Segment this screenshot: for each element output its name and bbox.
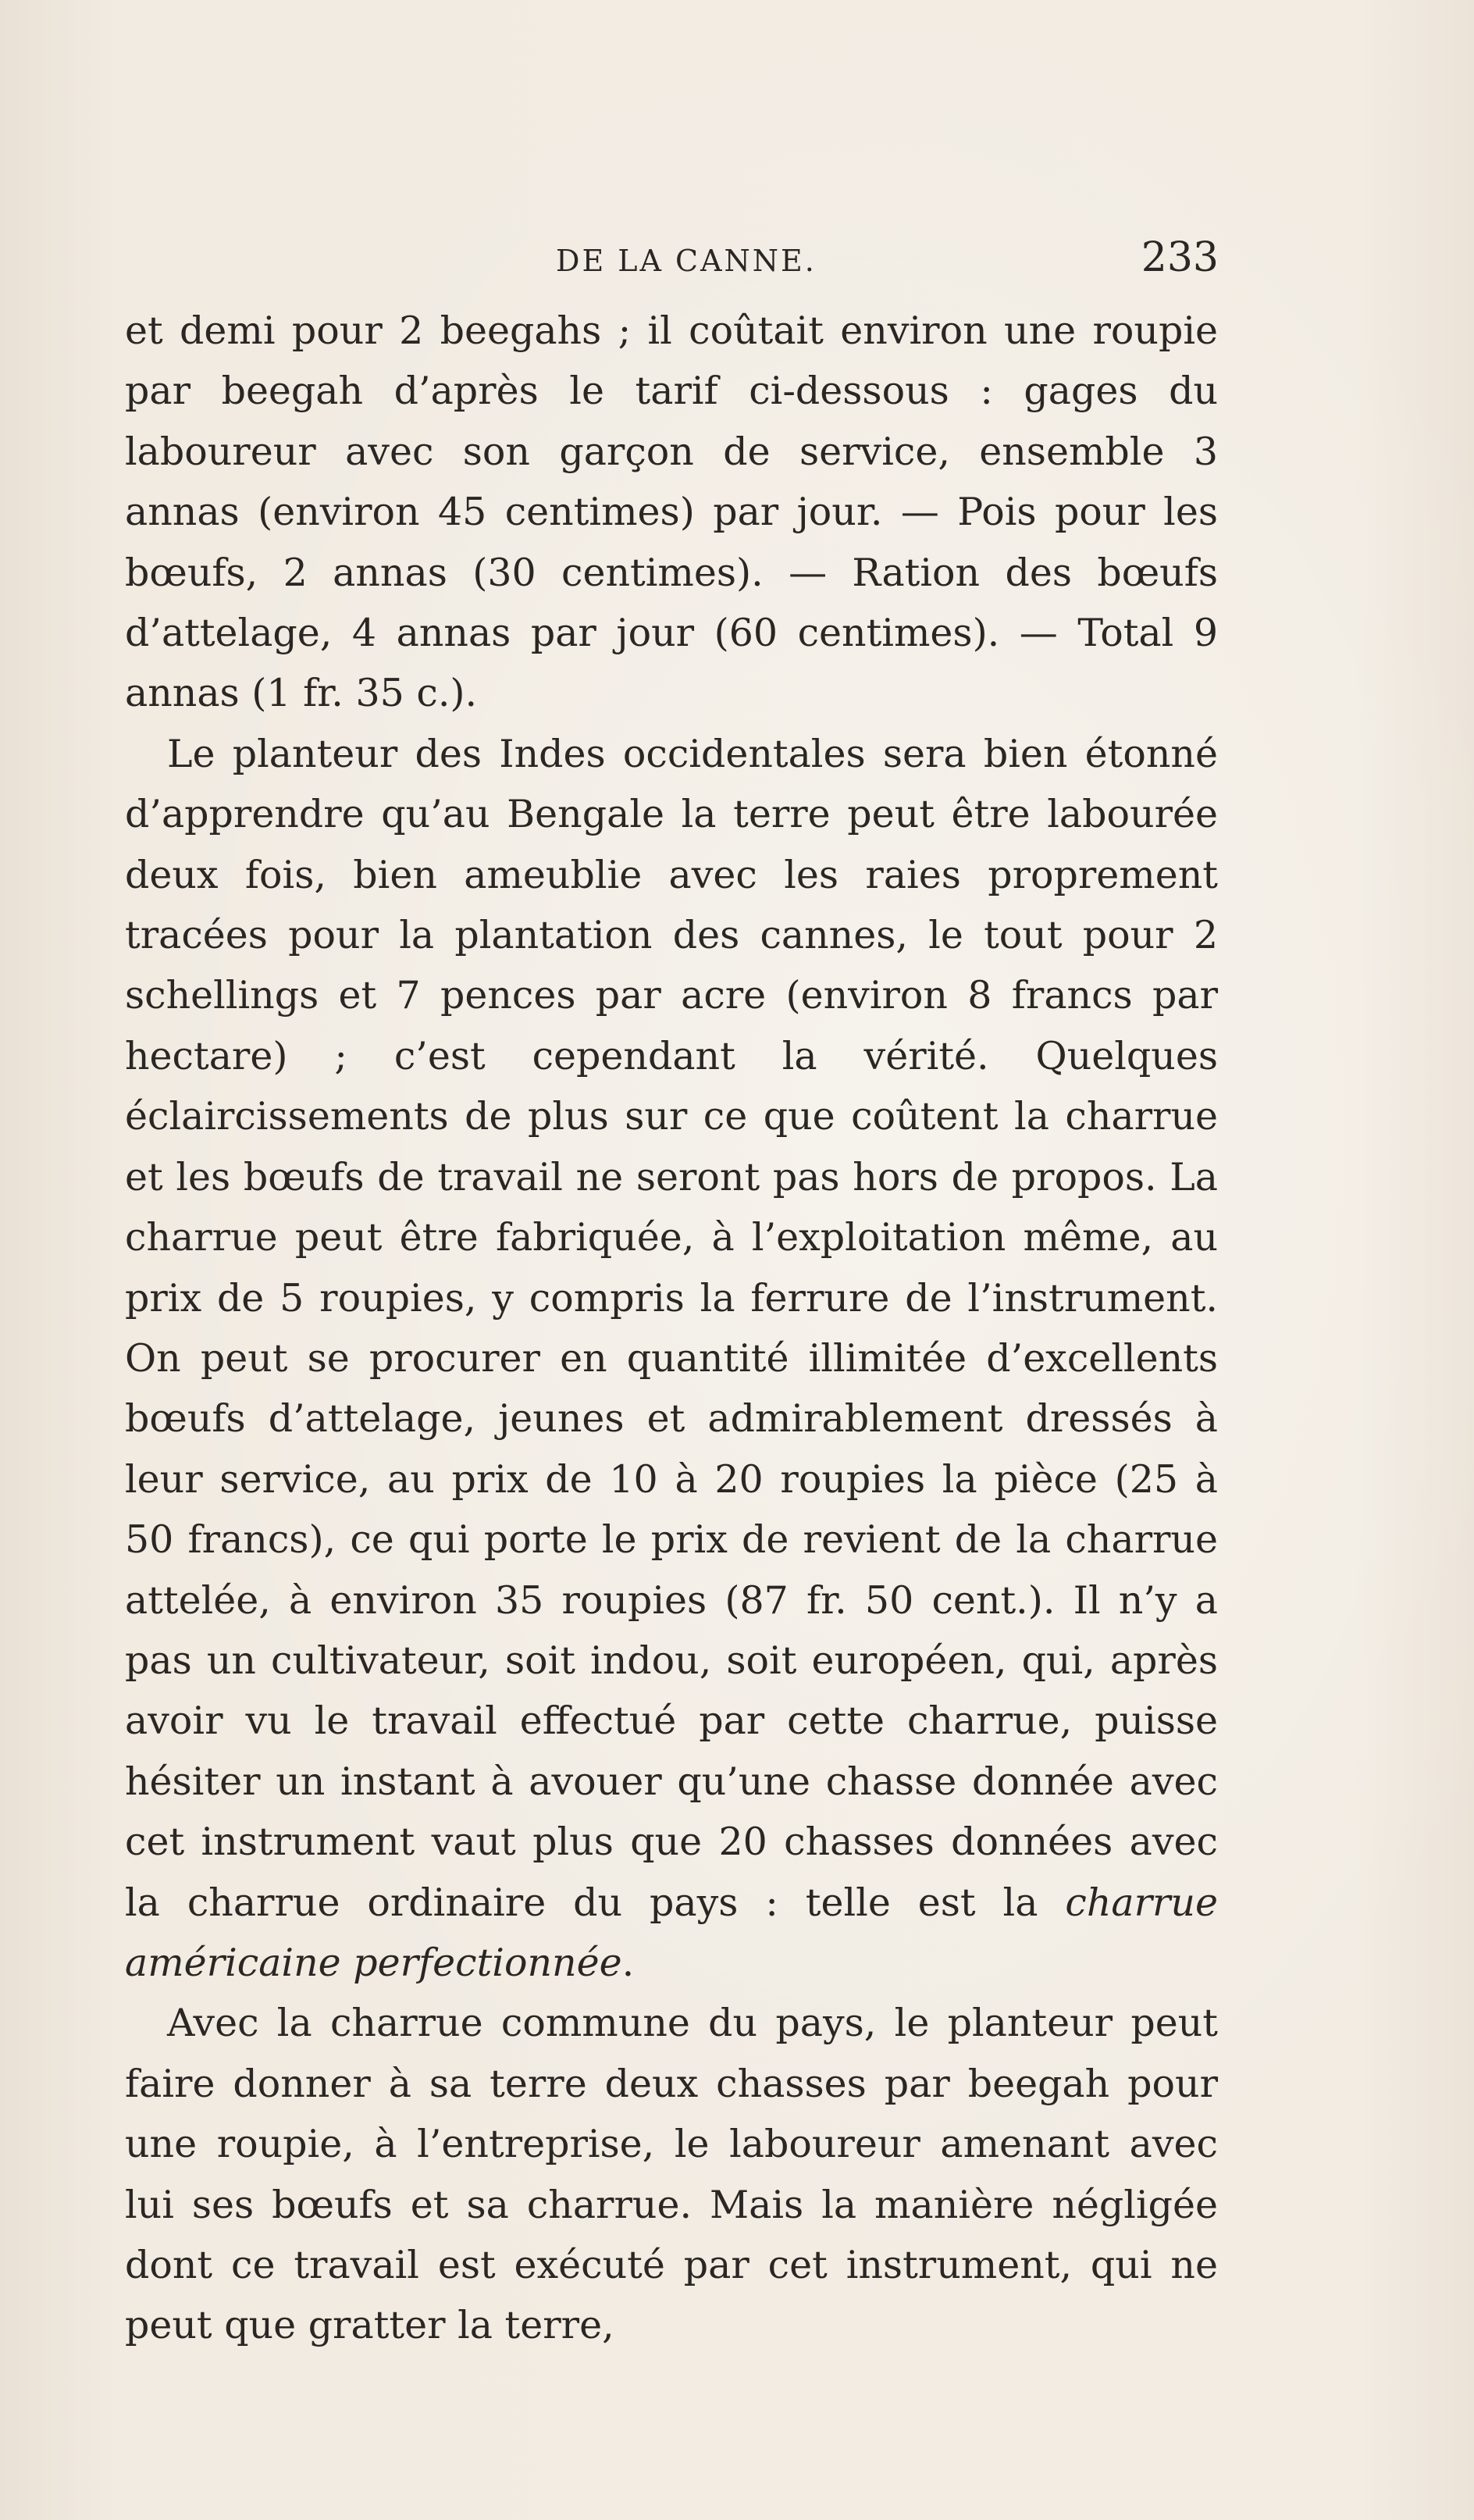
paragraph-text: et demi pour 2 beegahs ; il coûtait environ une roupie par beegah d’après le tarif ci-dessous : gages du laboureur avec son garçon de service, ensemble 3 annas (environ 45 centimes) par jour. — Pois pour les bœufs, 2 annas (30 centimes). — Ration des bœufs d’attelage, 4 annas par jour (60 centimes). — Total 9 annas (1 fr. 35 c.). (125, 308, 1218, 716)
paragraph-common-plough (125, 1993, 1218, 2355)
body-text (125, 301, 1218, 2356)
page-number: 233 (1141, 234, 1219, 281)
page-header (125, 234, 1218, 297)
running-head: DE LA CANNE. (556, 244, 817, 278)
paragraph-continuation (125, 301, 1218, 724)
italic-term: charrue américaine perfectionnée (125, 1880, 1218, 1985)
paragraph-plough-costs (125, 724, 1218, 1994)
paragraph-tail: . (621, 1940, 635, 1985)
paragraph-text: Le planteur des Indes occidentales sera bien étonné d’apprendre qu’au Bengale la terre peut être labourée deux fois, bien ameublie avec les raies proprement tracées pour la plantation des cannes, le tout pour 2 schellings et 7 pences par acre (environ 8 francs par hectare) ; c’est cependant la vérité. Quelques éclaircissements de plus sur ce que coûtent la charrue et les bœufs de travail ne seront pas hors de propos. La charrue peut être fabriquée, à l’exploitation même, au prix de 5 roupies, y compris la ferrure de l’instrument. On peut se procurer en quantité illimitée d’excellents bœufs d’attelage, jeunes et admirablement dressés à leur service, au prix de 10 à 20 roupies la pièce (25 à 50 francs), ce qui porte le prix de revient de la charrue attelée, à environ 35 roupies (87 fr. 50 cent.). Il n’y a pas un cultivateur, soit indou, soit européen, qui, après avoir vu le travail effectué par cette charrue, puisse hésiter un instant à avouer qu’une chasse donnée avec cet instrument vaut plus que 20 chasses données avec la charrue ordinaire du pays : telle est la (125, 731, 1218, 1925)
paragraph-text: Avec la charrue commune du pays, le planteur peut faire donner à sa terre deux chasses par beegah pour une roupie, à l’entreprise, le laboureur amenant avec lui ses bœufs et sa charrue. Mais la manière négligée dont ce travail est exécuté par cet instrument, qui ne peut que gratter la terre, (125, 2001, 1218, 2348)
